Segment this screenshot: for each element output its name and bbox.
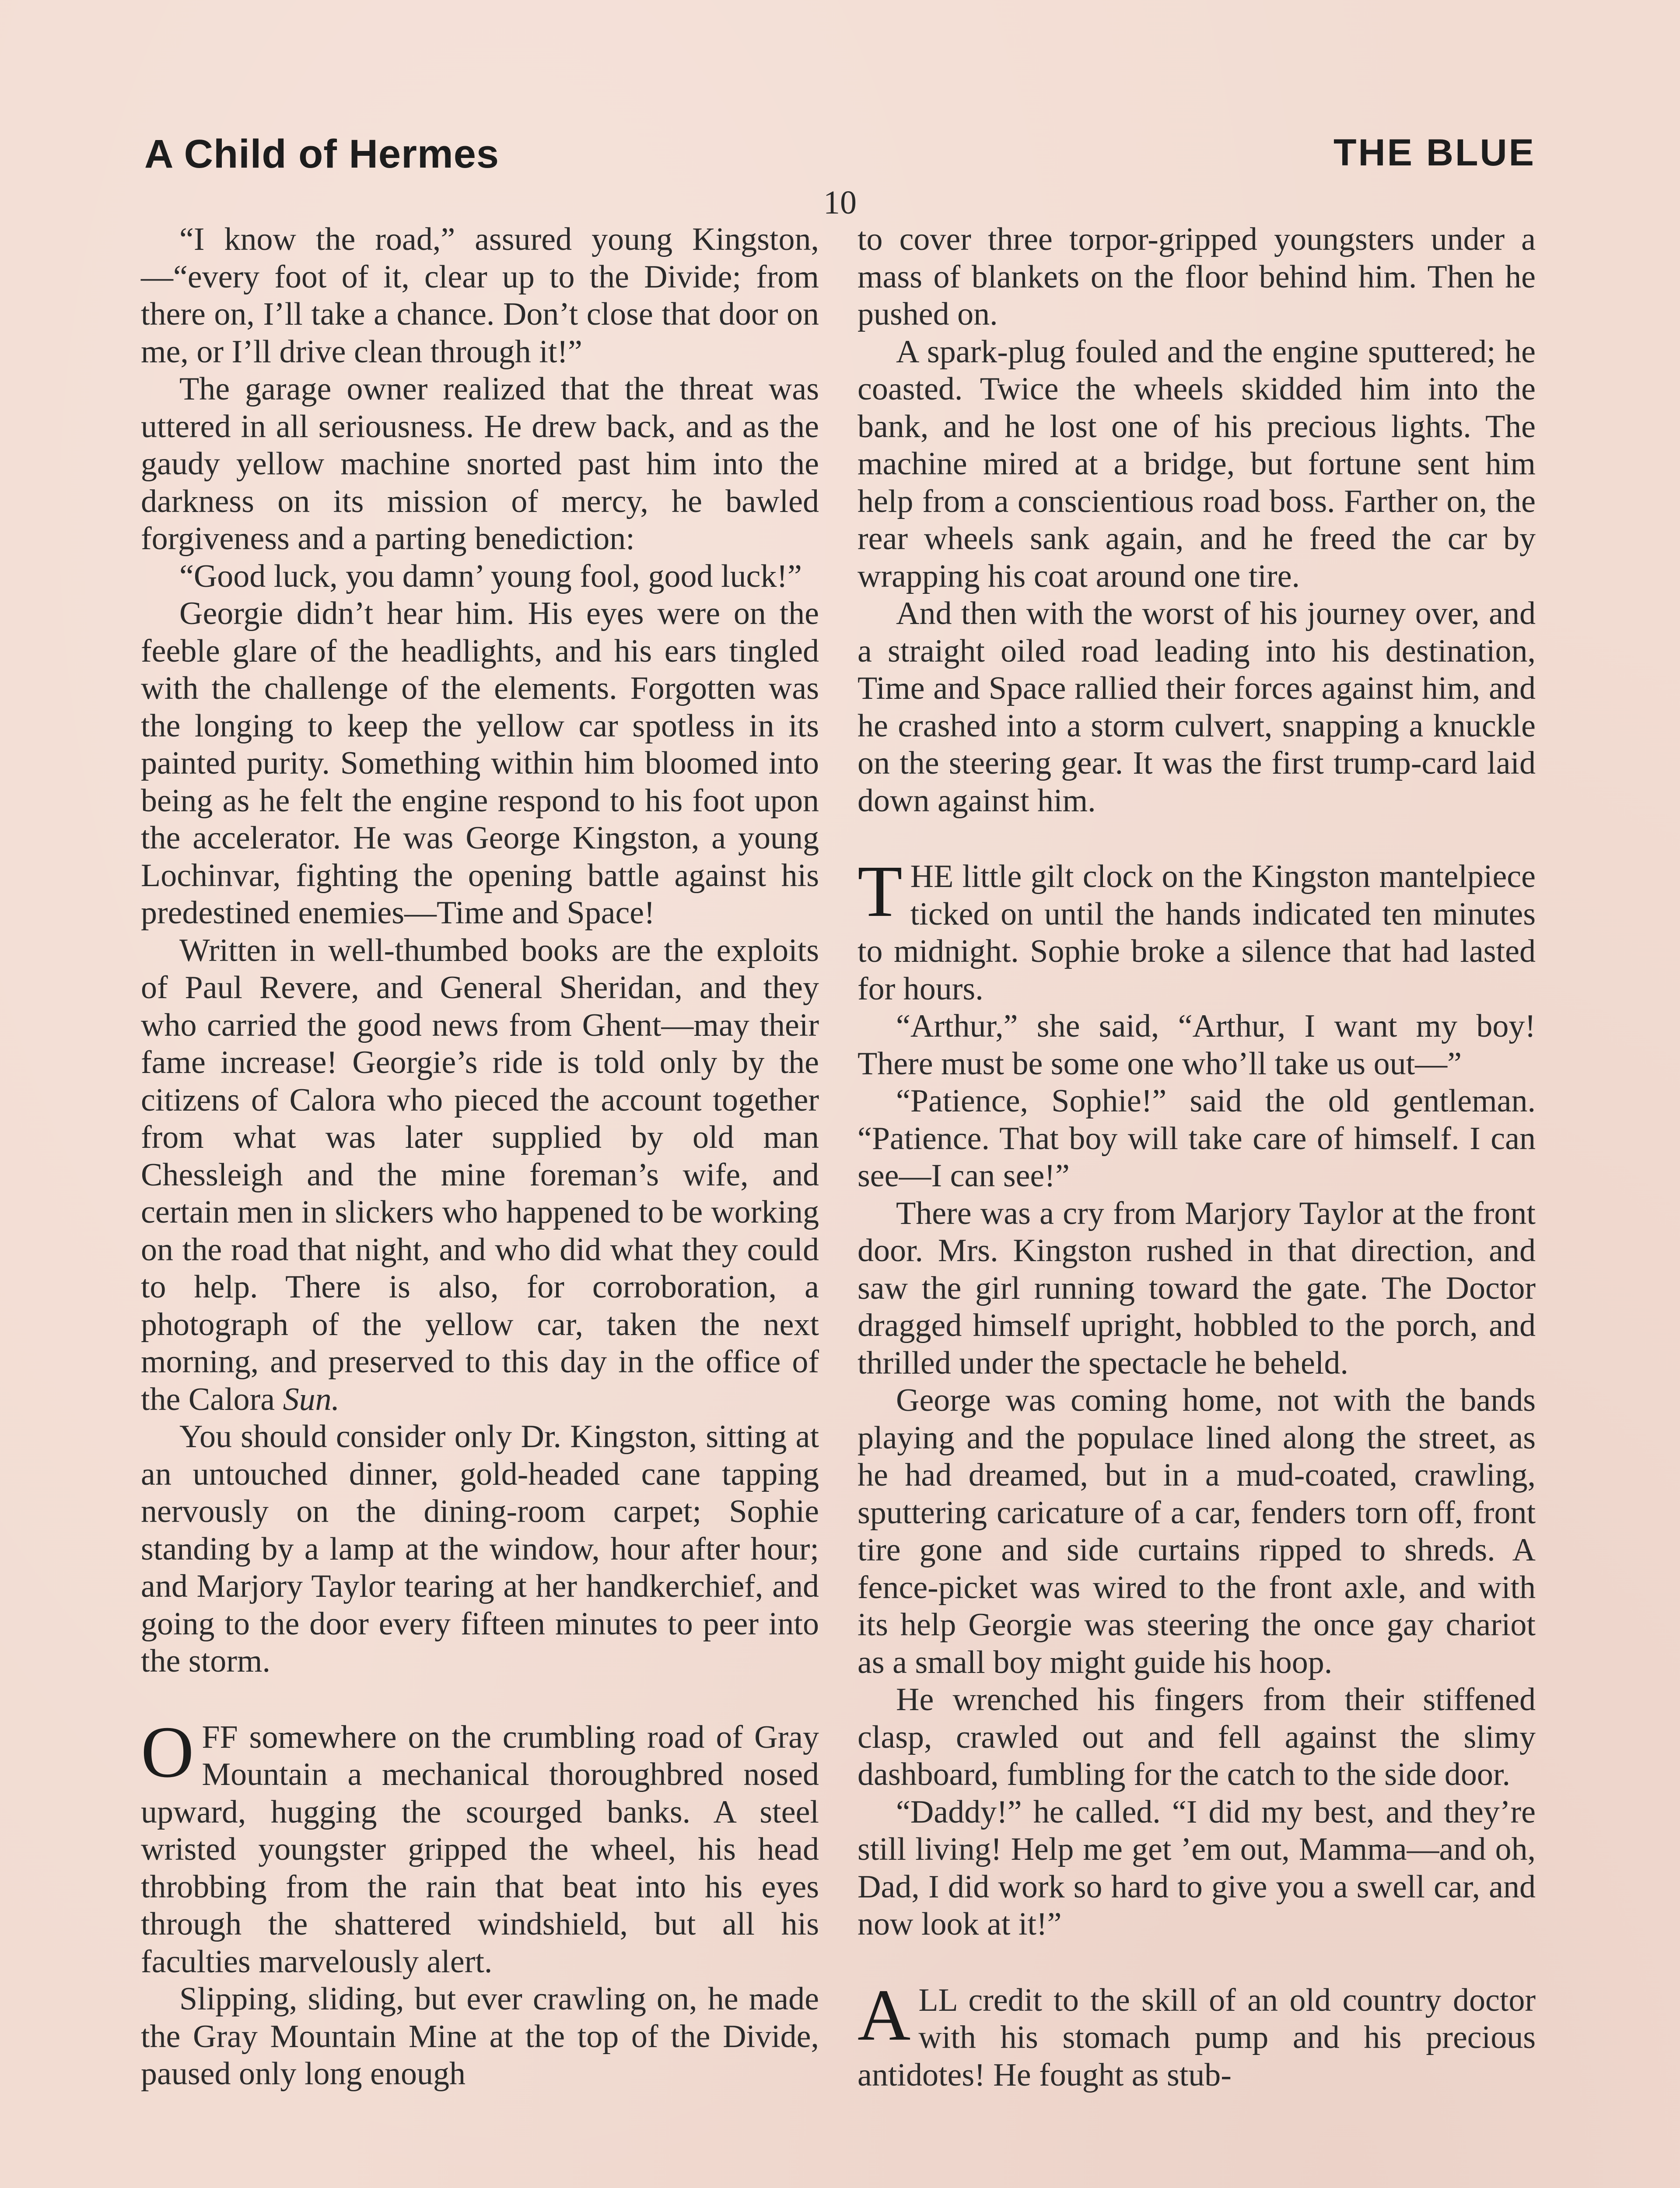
drop-cap: O xyxy=(141,1711,194,1793)
paragraph: Slipping, sliding, but ever crawling on, he made the Gray Mountain Mine at the top of the Divide, paused only long enough xyxy=(141,1981,819,2092)
paragraph: “Daddy!” he called. “I did my best, and they’re still living! Help me get ’em out, Mamma—and oh, Dad, I did work so hard to give you a swell car, and now look at it!” xyxy=(858,1794,1536,1942)
section-lead-text: LL credit to the skill of an old country doctor with his stomach pump and his precious antidotes! He fought as stub- xyxy=(858,1982,1536,2093)
paragraph: George was coming home, not with the bands playing and the populace lined along the street, as he had dreamed, but in a mud-coated, crawling, sputtering caricature of a car, fenders torn off, front tire gone and side curtains ripped to shreds. A fence-picket was wired to the front axle, and with its help Georgie was steering the once gay chariot as a small boy might guide his hoop. xyxy=(858,1382,1536,1680)
magazine-title: THE BLUE xyxy=(1334,132,1536,174)
paragraph-text: Written in well-thumbed books are the exploits of Paul Revere, and General Sheridan, and they who carried the good news from Ghent—may their fame increase! Georgie’s ride is told only by the citizens of Calora who pieced the account together from what was later supplied by old man Chessleigh and the mine foreman’s wife, and certain men in slickers who happened to be working on the road that night, and who did what they could to help. There is also, for corroboration, a photograph of the yellow car, taken the next morning, and preserved to this day in the office of the Calora xyxy=(141,932,819,1417)
paragraph: The garage owner realized that the threat was uttered in all seriousness. He drew back, and as the gaudy yellow machine snorted past him into the darkness on its mission of mercy, he bawled forgiveness and a parting benediction: xyxy=(141,371,819,557)
section-lead-text: HE little gilt clock on the Kingston mantelpiece ticked on until the hands indicated ten minutes to midnight. Sophie broke a silence that had lasted for hours. xyxy=(858,859,1536,1007)
paragraph xyxy=(141,932,819,1419)
newspaper-name: Sun. xyxy=(283,1381,340,1417)
running-header xyxy=(144,131,1536,184)
paragraph: A spark-plug fouled and the engine sputtered; he coasted. Twice the wheels skidded him into the bank, and he lost one of his precious lights. The machine mired at a bridge, but fortune sent him help from a conscientious road boss. Farther on, the rear wheels sank again, and he freed the car by wrapping his coat around one tire. xyxy=(858,333,1536,594)
paragraph: Georgie didn’t hear him. His eyes were on the feeble glare of the headlights, and his ears tingled with the challenge of the elements. Forgotten was the longing to keep the yellow car spotless in its painted purity. Something within him bloomed into being as he felt the engine respond to his foot upon the accelerator. He was George Kingston, a young Lochinvar, fighting the opening battle against his predestined enemies—Time and Space! xyxy=(141,596,819,931)
drop-cap: A xyxy=(858,1974,911,2056)
story-title: A Child of Hermes xyxy=(144,132,500,176)
page-number: 10 xyxy=(823,184,857,221)
section-opening xyxy=(858,1974,1536,2094)
paragraph: to cover three torpor-gripped youngsters under a mass of blankets on the floor behind him. Then he pushed on. xyxy=(858,221,1536,332)
paragraph: “Patience, Sophie!” said the old gentleman. “Patience. That boy will take care of himself. I can see—I can see!” xyxy=(858,1083,1536,1194)
paragraph: He wrenched his fingers from their stiffened clasp, crawled out and fell against the slimy dashboard, fumbling for the catch to the side door. xyxy=(858,1682,1536,1792)
left-column xyxy=(141,221,819,2188)
section-opening xyxy=(141,1711,819,1981)
drop-cap: T xyxy=(858,851,903,932)
section-opening xyxy=(858,851,1536,1008)
right-column xyxy=(858,221,1536,2188)
paragraph: “Arthur,” she said, “Arthur, I want my boy! There must be some one who’ll take us out—” xyxy=(858,1008,1536,1082)
paragraph: “I know the road,” assured young Kingston,—“every foot of it, clear up to the Divide; from there on, I’ll take a chance. Don’t close that door on me, or I’ll drive clean through it!” xyxy=(141,221,819,370)
paragraph: There was a cry from Marjory Taylor at the front door. Mrs. Kingston rushed in that direction, and saw the girl running toward the gate. The Doctor dragged himself upright, hobbled to the porch, and thrilled under the spectacle he beheld. xyxy=(858,1195,1536,1381)
paragraph: You should consider only Dr. Kingston, sitting at an untouched dinner, gold-headed cane tapping nervously on the dining-room carpet; Sophie standing by a lamp at the window, hour after hour; and Marjory Taylor tearing at her handkerchief, and going to the door every fifteen minutes to peer into the storm. xyxy=(141,1419,819,1679)
section-lead-text: FF somewhere on the crumbling road of Gray Mountain a mechanical thoroughbred nosed upward, hugging the scourged banks. A steel wristed youngster gripped the wheel, his head throbbing from the rain that beat into his eyes through the shattered windshield, but all his faculties marvelously alert. xyxy=(141,1719,819,1980)
paragraph: “Good luck, you damn’ young fool, good luck!” xyxy=(179,558,802,594)
paragraph: And then with the worst of his journey over, and a straight oiled road leading into his destination, Time and Space rallied their forces against him, and he crashed into a storm culvert, snapping a knuckle on the steering gear. It was the first trump-card laid down against him. xyxy=(858,596,1536,819)
